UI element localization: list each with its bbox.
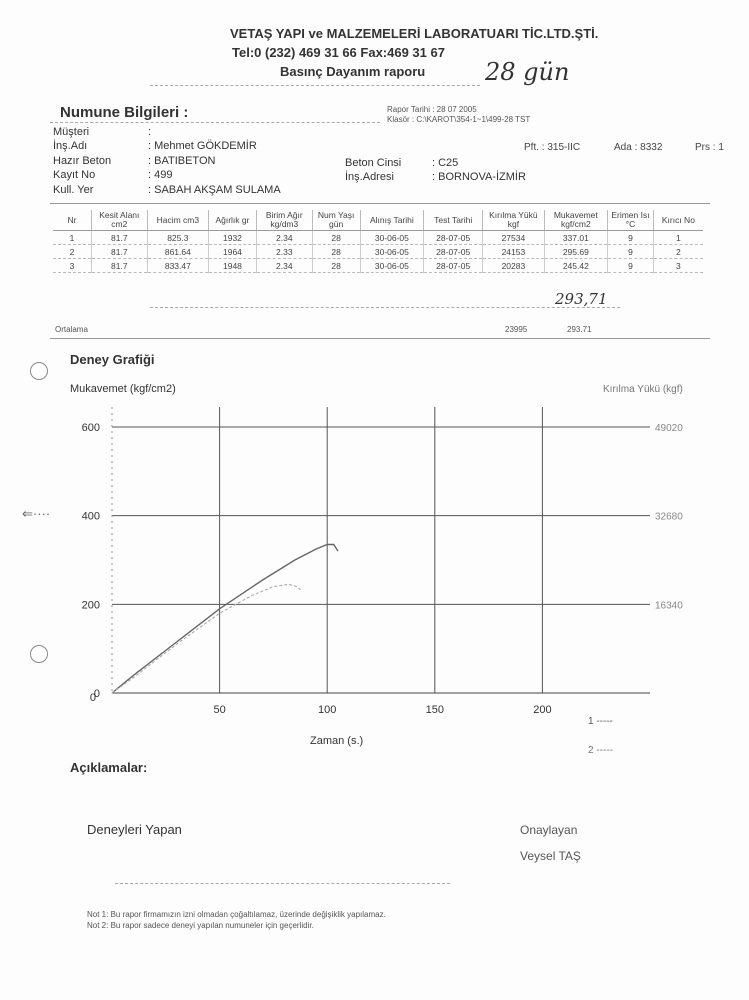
report-date: Rapor Tarihi : 28 07 2005 [387,105,477,114]
y-tick-label: 0 [93,688,100,700]
x-tick-label: 200 [533,704,552,716]
chart-ticks [82,422,684,716]
col-test-date: Test Tarihi [424,210,483,231]
punch-hole [30,645,48,663]
y2-tick-label: 16340 [655,600,683,612]
average-label: Ortalama [55,325,88,334]
company-name: VETAŞ YAPI ve MALZEMELERİ LABORATUARI TİC.LTD.ŞTİ. [230,26,599,41]
col-breaker: Kırıcı No [653,210,703,231]
cell: 3 [653,259,703,273]
cell: 20283 [483,259,544,273]
approver-label: Onaylayan [520,823,578,837]
address-label: İnş.Adresi [345,171,394,183]
footer-note-2: Not 2: Bu rapor sadece deneyi yapılan numuneler için geçerlidir. [87,921,314,930]
record-no-value: : 499 [148,169,173,181]
cell: 2.34 [256,231,312,245]
cell: 28-07-05 [424,259,483,273]
cell: 295.69 [544,245,608,259]
cell: 27534 [483,231,544,245]
arrow-left-icon: ⇐···· [22,506,51,521]
chart-series [112,545,338,694]
y2-tick-label: 32680 [655,511,683,523]
y2-axis-label: Kırılma Yükü (kgf) [603,384,683,395]
y-tick-label: 600 [81,422,100,434]
col-unit-weight: Birim Ağır kg/dm3 [256,210,312,231]
tested-by-label: Deneyleri Yapan [87,822,182,837]
cell: 245.42 [544,259,608,273]
cell: 1948 [209,259,257,273]
col-temp: Erimen Isı °C [608,210,654,231]
cell: 28 [312,231,360,245]
cell: 9 [608,245,654,259]
cell: 3 [53,259,91,273]
x-axis-label: Zaman (s.) [310,735,364,747]
x-tick-label: 50 [213,704,226,716]
chart-grid [112,407,650,693]
x-tick-label: 100 [318,704,337,716]
cell: 30-06-05 [360,259,424,273]
series-line-2 [112,584,301,693]
cell: 1 [653,231,703,245]
graph-heading: Deney Grafiği [70,352,155,367]
location-label: Kull. Yer [53,184,94,196]
sample-info-heading: Numune Bilgileri : [60,104,189,121]
location-value: : SABAH AKŞAM SULAMA [148,184,281,196]
concrete-class-label: Beton Cinsi [345,157,402,169]
cell: 28 [312,245,360,259]
cell: 2.34 [256,259,312,273]
cell: 81.7 [91,259,147,273]
legend-item-1: 1 ----- [588,716,613,727]
ready-concrete-value: : BATIBETON [148,155,216,167]
cell: 24153 [483,245,544,259]
company-phone: Tel:0 (232) 469 31 66 Fax:469 31 67 [232,45,445,60]
report-folder: Klasör : C:\KAROT\354-1~1\499-28 TST [387,115,531,124]
owner-label: İnş.Adı [53,140,88,152]
col-age: Num Yaşı gün [312,210,360,231]
cell: 81.7 [91,245,147,259]
cell: 1 [53,231,91,245]
series-line-1 [112,545,338,694]
cell: 1964 [209,245,257,259]
handwritten-note: 28 gün [485,58,570,86]
cell: 9 [608,231,654,245]
report-title: Basınç Dayanım raporu [280,64,426,79]
col-load: Kırılma Yükü kgf [483,210,544,231]
legend-item-2: 2 ----- [588,745,613,756]
cell: 1932 [209,231,257,245]
remarks-heading: Açıklamalar: [70,760,148,775]
cell: 861.64 [147,245,208,259]
col-volume: Hacim cm3 [147,210,208,231]
origin-label: 0 [89,692,96,704]
cell: 2.33 [256,245,312,259]
col-nr: Nr [53,210,91,231]
address-value: : BORNOVA-İZMİR [432,171,526,183]
y-axis-label: Mukavemet (kgf/cm2) [70,383,176,395]
owner-value: : Mehmet GÖKDEMİR [148,140,257,152]
cell: 30-06-05 [360,231,424,245]
ada-value: Ada : 8332 [614,142,663,153]
cell: 2 [53,245,91,259]
y2-tick-label: 49020 [655,423,683,434]
punch-hole [30,362,48,380]
y-tick-label: 400 [81,510,100,523]
average-strength: 293.71 [567,325,592,334]
x-tick-label: 150 [425,704,444,716]
cell: 28-07-05 [424,245,483,259]
customer-value: : [148,126,152,138]
col-weight: Ağırlık gr [209,210,257,231]
handwritten-average: 293,71 [555,290,608,308]
cell: 9 [608,259,654,273]
approver-name: Veysel TAŞ [520,849,581,863]
customer-label: Müşteri [53,126,90,138]
cell: 30-06-05 [360,245,424,259]
average-load: 23995 [505,325,528,334]
col-taken-date: Alınış Tarihi [360,210,424,231]
cell: 2 [653,245,703,259]
cell: 81.7 [91,231,147,245]
pafta-value: Pft. : 315-IIC [524,142,581,153]
record-no-label: Kayıt No [53,169,96,181]
ready-concrete-label: Hazır Beton [53,155,112,167]
col-strength: Mukavemet kgf/cm2 [544,210,608,231]
cell: 833.47 [147,259,208,273]
concrete-class-value: : C25 [432,157,459,169]
parsel-value: Prs : 1 [695,142,724,153]
cell: 337.01 [544,231,608,245]
signature-dots [115,883,450,884]
col-area: Kesit Alanı cm2 [91,210,147,231]
y-tick-label: 200 [81,599,100,612]
cell: 825.3 [147,231,208,245]
footer-note-1: Not 1: Bu rapor firmamızın izni olmadan çoğaltılamaz, üzerinde değişiklik yapılamaz. [87,910,386,919]
cell: 28 [312,259,360,273]
cell: 28-07-05 [424,231,483,245]
